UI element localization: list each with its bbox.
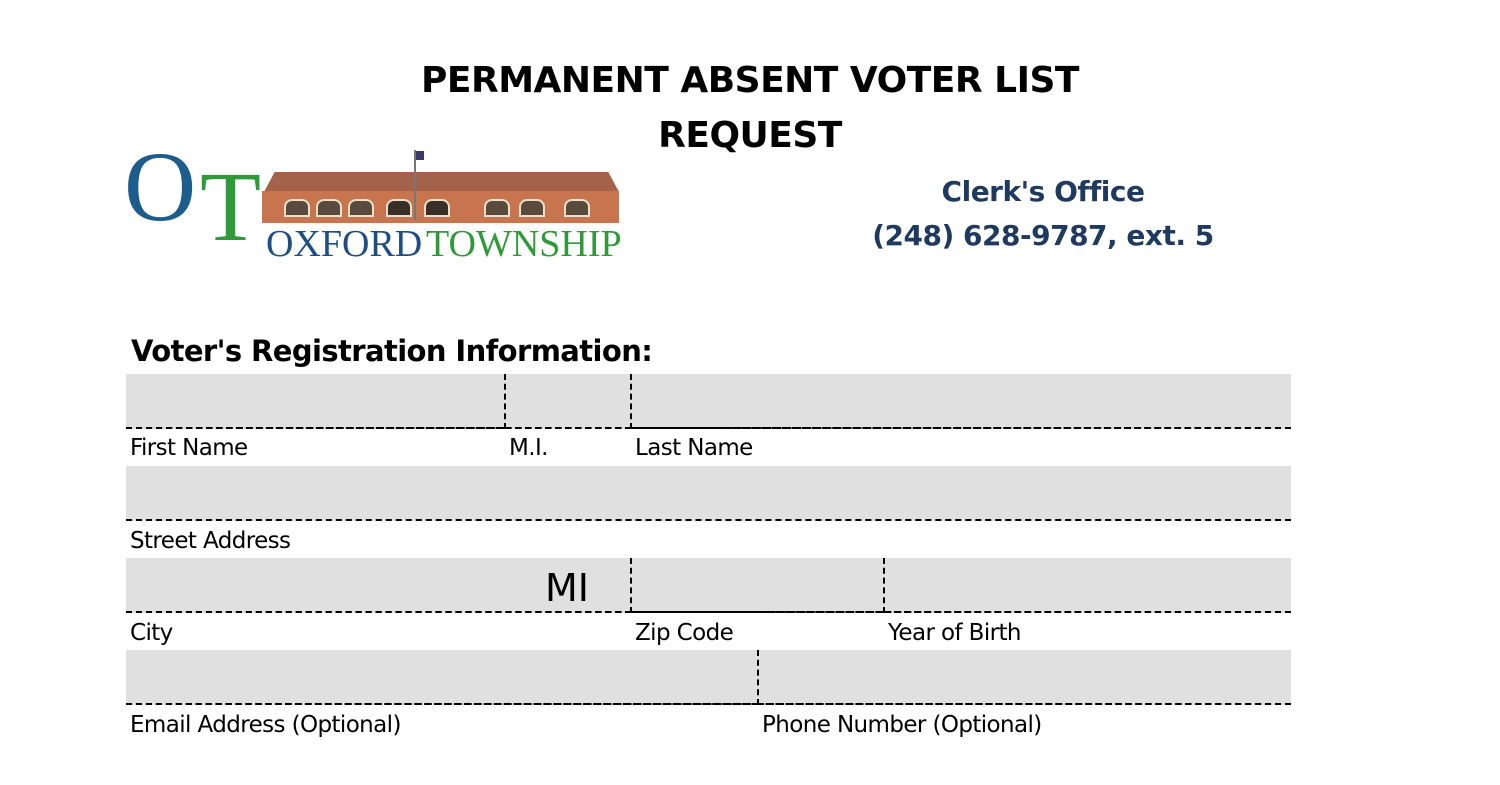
oxford-township-logo xyxy=(124,131,624,265)
window xyxy=(348,199,374,217)
page-title-line2: REQUEST xyxy=(658,115,842,156)
divider xyxy=(630,558,632,613)
year-of-birth-input[interactable] xyxy=(884,558,1291,613)
logo-t: T xyxy=(200,151,262,262)
divider xyxy=(883,558,885,613)
street-address-input[interactable] xyxy=(126,466,1291,521)
window xyxy=(564,199,590,217)
window xyxy=(284,199,310,217)
street-address-label: Street Address xyxy=(130,528,291,554)
window xyxy=(519,199,545,217)
building-roof xyxy=(264,172,619,192)
mi-label: M.I. xyxy=(509,435,548,461)
logo-township: TOWNSHIP xyxy=(426,223,622,265)
zip-label: Zip Code xyxy=(635,620,734,646)
divider xyxy=(630,374,632,429)
year-of-birth-label: Year of Birth xyxy=(888,620,1021,646)
city-label: City xyxy=(130,620,173,646)
logo-oxford: OXFORD xyxy=(266,223,423,265)
mi-input[interactable] xyxy=(505,374,631,429)
first-name-input[interactable] xyxy=(126,374,505,429)
divider xyxy=(757,650,759,705)
divider xyxy=(504,374,506,429)
page-title: PERMANENT ABSENT VOTER LIST xyxy=(421,60,1079,101)
entrance xyxy=(424,199,450,217)
email-label: Email Address (Optional) xyxy=(130,712,401,738)
last-name-label: Last Name xyxy=(635,435,753,461)
clerk-phone: (248) 628-9787, ext. 5 xyxy=(872,219,1214,252)
logo-o: O xyxy=(124,131,197,242)
zip-input[interactable] xyxy=(631,558,884,613)
email-input[interactable] xyxy=(126,650,758,705)
clerk-office: Clerk's Office xyxy=(941,175,1145,208)
flag-pole xyxy=(414,150,416,220)
entrance xyxy=(386,199,412,217)
phone-input[interactable] xyxy=(758,650,1291,705)
state-value: MI xyxy=(545,566,589,610)
phone-label: Phone Number (Optional) xyxy=(762,712,1042,738)
last-name-input[interactable] xyxy=(631,374,1291,429)
first-name-label: First Name xyxy=(130,435,248,461)
section-title: Voter's Registration Information: xyxy=(131,334,653,368)
window xyxy=(484,199,510,217)
flag-icon xyxy=(416,151,424,160)
window xyxy=(316,199,342,217)
